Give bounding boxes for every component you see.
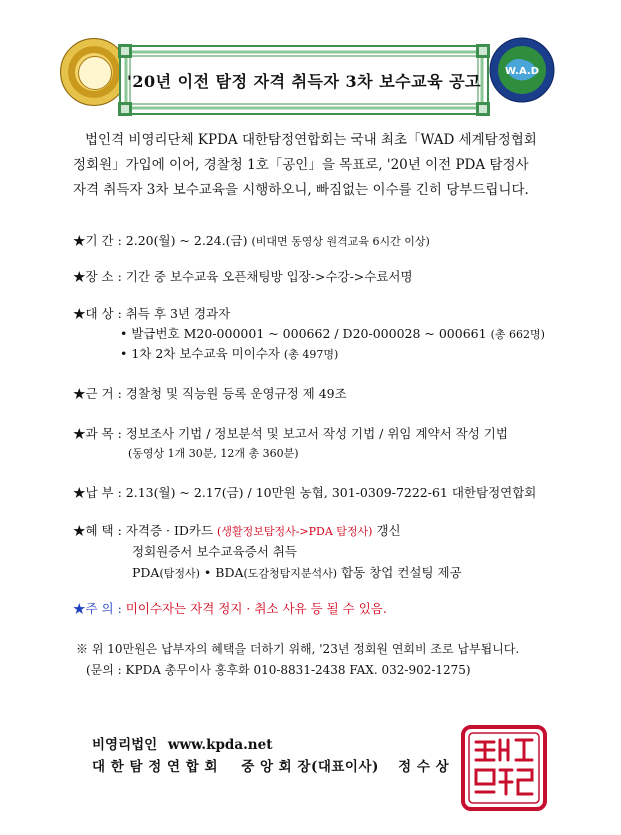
basis-label: ★근 거 :: [73, 386, 126, 401]
payment-label: ★납 부 :: [73, 485, 126, 500]
president-name: 정 수 상: [398, 759, 450, 775]
contact-info: (문의 : KPDA 총무이사 홍후화 010-8831-2438 FAX. 032-902-1275): [86, 663, 471, 677]
target-bullet-2: [120, 345, 338, 364]
benefits-row: [73, 522, 401, 541]
position-title: 중 앙 회 장(대표이사): [241, 759, 379, 775]
target-row: [73, 305, 230, 323]
benefits-bda-note: (도감청탐지분석사): [243, 567, 338, 580]
target-label: ★대 상 :: [73, 306, 126, 321]
signature-line-1: [92, 733, 272, 753]
org-type: 비영리법인: [92, 737, 158, 753]
period-value: 2.20(월) ~ 2.24.(금): [125, 233, 248, 248]
caution-label: ★주 의 :: [73, 601, 126, 616]
caution-value: 미이수자는 자격 정지 · 취소 사유 등 될 수 있음.: [125, 601, 387, 616]
benefits-pda-note: (탐정사): [159, 567, 200, 580]
page-title: '20년 이전 탐정 자격 취득자 3차 보수교육 공고: [126, 71, 482, 91]
intro-paragraph: [73, 128, 563, 203]
benefits-line1-pre: 자격증 · ID카드: [125, 523, 218, 538]
target-value: 취득 후 3년 경과자: [125, 306, 231, 321]
target-bullet-1: [120, 325, 545, 344]
target-bullet-1-note: (총 662명): [490, 328, 545, 341]
place-label: ★장 소 :: [73, 269, 126, 284]
svg-text:W.A.D: W.A.D: [504, 66, 540, 77]
intro-line-2: 정회원」가입에 이어, 경찰청 1호「공인」을 목표로, '20년 이전 PDA 탐정사: [73, 157, 529, 173]
period-row: [73, 232, 430, 251]
subjects-row: [73, 425, 508, 443]
subjects-note: (동영상 1개 30분, 12개 총 360분): [128, 447, 299, 460]
payment-row: [73, 484, 536, 502]
target-bullet-2-text: • 1차 2차 보수교육 미이수자: [120, 346, 280, 361]
org-name: 대 한 탐 정 연 합 회: [92, 759, 218, 775]
signature-line-2: [92, 755, 449, 775]
benefits-bda: • BDA: [199, 565, 244, 580]
caution-row: [73, 600, 387, 618]
period-note: (비대면 동영상 원격교육 6시간 이상): [251, 235, 430, 248]
website-link[interactable]: www.kpda.net: [167, 737, 273, 753]
target-bullet-2-note: (총 497명): [283, 348, 339, 361]
place-row: [73, 268, 413, 286]
intro-line-3: 자격 취득자 3차 보수교육을 시행하오니, 빠짐없는 이수를 긴히 당부드립니다.: [73, 182, 529, 198]
payment-value: 2.13(월) ~ 2.17(금) / 10만원 농협, 301-0309-7222-61 대한탐정연합회: [125, 485, 537, 500]
target-bullet-1-text: • 발급번호 M20-000001 ~ 000662 / D20-000028 ~ 000661: [120, 326, 487, 341]
period-label: ★기 간 :: [73, 233, 126, 248]
intro-line-1: 법인격 비영리단체 KPDA 대한탐정연합회는 국내 최초「WAD 세계탐정협회: [85, 132, 537, 148]
subjects-value: 정보조사 기법 / 정보분석 및 보고서 작성 기법 / 위임 계약서 작성 기법: [125, 426, 508, 441]
benefits-consulting: 합동 창업 컨설팅 제공: [337, 565, 462, 580]
official-seal-stamp: [460, 724, 548, 812]
benefits-line1-post: 갱신: [372, 523, 401, 538]
subjects-label: ★과 목 :: [73, 426, 126, 441]
basis-row: [73, 385, 347, 403]
benefits-line1-red: (생활정보탐정사->PDA 탐정사): [217, 525, 373, 538]
benefits-pda: PDA: [132, 565, 160, 580]
benefits-label: ★혜 택 :: [73, 523, 126, 538]
wad-logo: [488, 36, 556, 104]
basis-value: 경찰청 및 직능원 등록 운영규정 제 49조: [125, 386, 347, 401]
place-value: 기간 중 보수교육 오픈채팅방 입장->수강->수료서명: [125, 269, 413, 284]
benefits-line-2: 정회원증서 보수교육증서 취득: [132, 544, 297, 559]
benefits-line-3: [132, 564, 462, 583]
footnote: ※ 위 10만원은 납부자의 혜택을 더하기 위해, '23년 정회원 연회비 조로 납부됩니다.: [76, 642, 520, 656]
